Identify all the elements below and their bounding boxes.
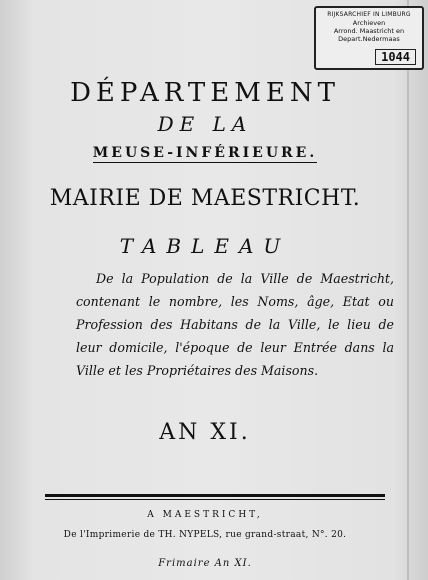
tableau-description: De la Population de la Ville de Maestricht, contenant le nombre, les Noms, âge, Etat ou Profession des Habitans de la Ville, le lieu de leur domicile, l'époque de leur Entrée dans la Ville et les Propriétaires des Maisons.: [76, 271, 394, 378]
stamp-inventory-number: 1044: [375, 49, 416, 65]
heading-departement: DÉPARTEMENT: [70, 78, 340, 108]
imprint-printer: De l'Imprimerie de TH. NYPELS, rue grand-straat, N°. 20.: [63, 530, 347, 540]
imprint-city: A MAESTRICHT,: [147, 510, 263, 520]
imprint-divider-thick: [45, 494, 385, 497]
stamp-line-archive-name: RIJKSARCHIEF IN LIMBURG: [327, 11, 411, 18]
archive-stamp: [314, 6, 424, 70]
stamp-line-department: Depart.Nedermaas: [338, 35, 400, 43]
heading-mairie: MAIRIE DE MAESTRICHT.: [49, 186, 361, 211]
imprint-date: Frimaire An XI.: [158, 558, 252, 569]
stamp-line-arrondissement: Arrond. Maastricht en: [333, 27, 405, 35]
heading-de-la: DE LA: [157, 112, 253, 136]
imprint-divider-thin: [45, 499, 385, 500]
year-heading: AN XI.: [159, 420, 251, 445]
meuse-text: MEUSE-INFÉRIEURE.: [92, 145, 318, 161]
tableau-title: TABLEAU: [119, 234, 291, 258]
heading-meuse-inferieure: [0, 145, 410, 161]
stamp-line-archives: Archieven: [352, 19, 386, 27]
